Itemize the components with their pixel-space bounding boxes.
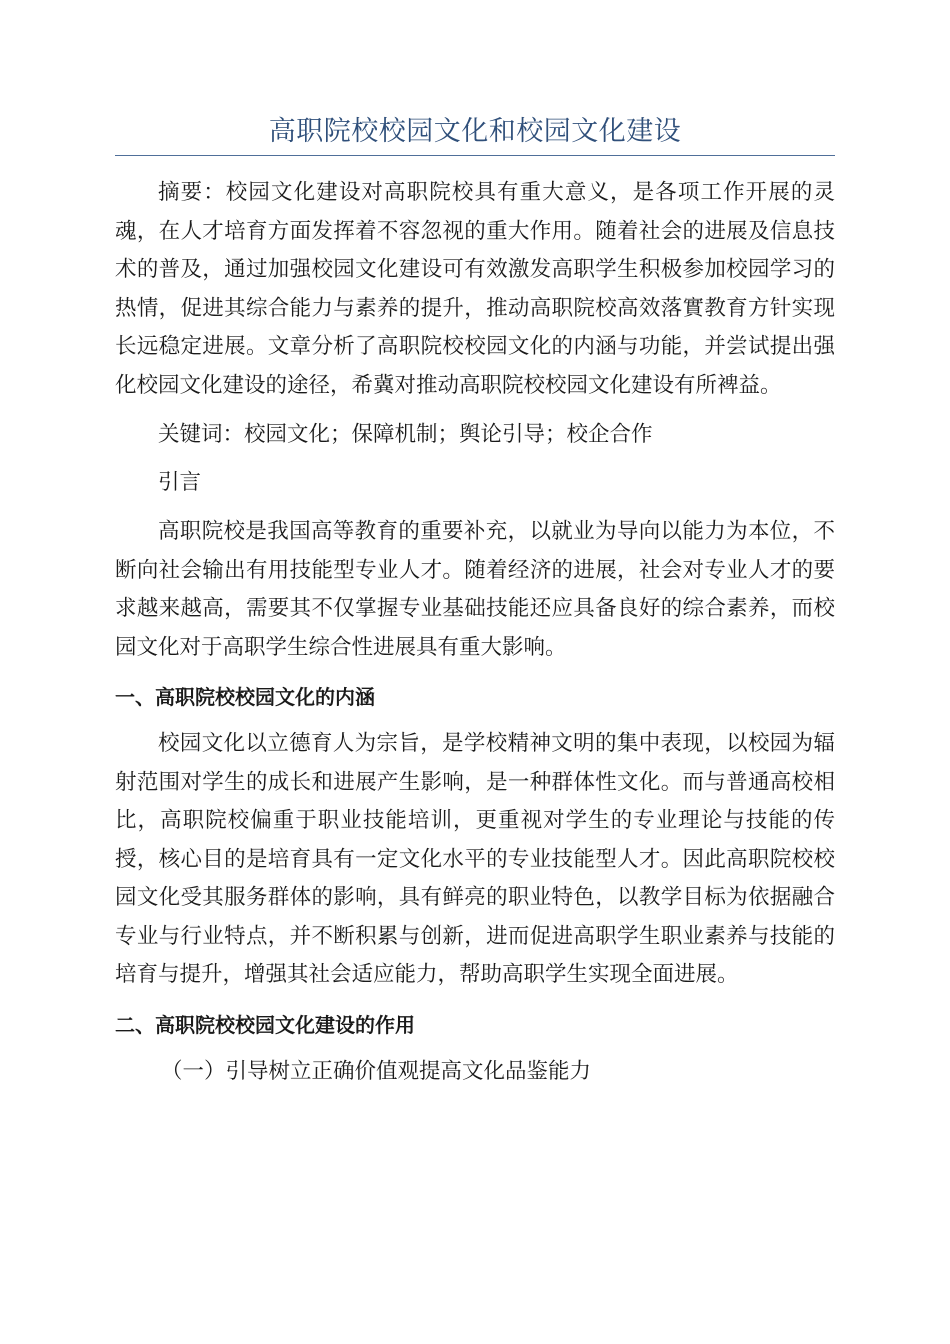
section-heading-1: 一、高职院校校园文化的内涵 — [115, 685, 375, 709]
title-underline — [115, 155, 835, 156]
keywords-paragraph: 关键词：校园文化；保障机制；舆论引导；校企合作 — [158, 422, 653, 447]
abstract-paragraph: 摘要：校园文化建设对高职院校具有重大意义，是各项工作开展的灵魂，在人才培育方面发挥着不容忽视的重大作用。随着社会的进展及信息技术的普及，通过加强校园文化建设可有效激发高职学生积极参加校园学习的热情，促进其综合能力与素养的提升，推动高职院校高效落實教育方针实现长远稳定进展。文章分析了高职院校校园文化的内涵与功能，并尝试提出强化校园文化建设的途径，希冀对推动高职院校校园文化建设有所裨益。 — [115, 180, 835, 398]
section-heading-2: 二、高职院校校园文化建设的作用 — [115, 1012, 415, 1037]
document-title: 高职院校校园文化和校园文化建设 — [268, 116, 682, 147]
subsection-heading-1: （一）引导树立正确价值观提高文化品鉴能力 — [161, 1058, 592, 1084]
section-1-paragraph: 校园文化以立德育人为宗旨，是学校精神文明的集中表现，以校园为辐射范围对学生的成长和进展产生影响，是一种群体性文化。而与普通高校相比，高职院校偏重于职业技能培训，更重视对学生的专业理论与技能的传授，核心目的是培育具有一定文化水平的专业技能型人才。因此高职院校校园文化受其服务群体的影响，具有鲜亮的职业特色，以教学目标为依据融合专业与行业特点，并不断积累与创新，进而促进高职学生职业素养与技能的培育与提升，增强其社会适应能力，帮助高职学生实现全面进展。 — [115, 731, 835, 987]
document-body — [115, 174, 835, 1091]
intro-paragraph: 高职院校是我国高等教育的重要补充，以就业为导向以能力为本位，不断向社会输出有用技能型专业人才。随着经济的进展，社会对专业人才的要求越来越高，需要其不仅掌握专业基础技能还应具备良好的综合素养，而校园文化对于高职学生综合性进展具有重大影响。 — [115, 519, 835, 660]
intro-label: 引言 — [158, 469, 202, 495]
